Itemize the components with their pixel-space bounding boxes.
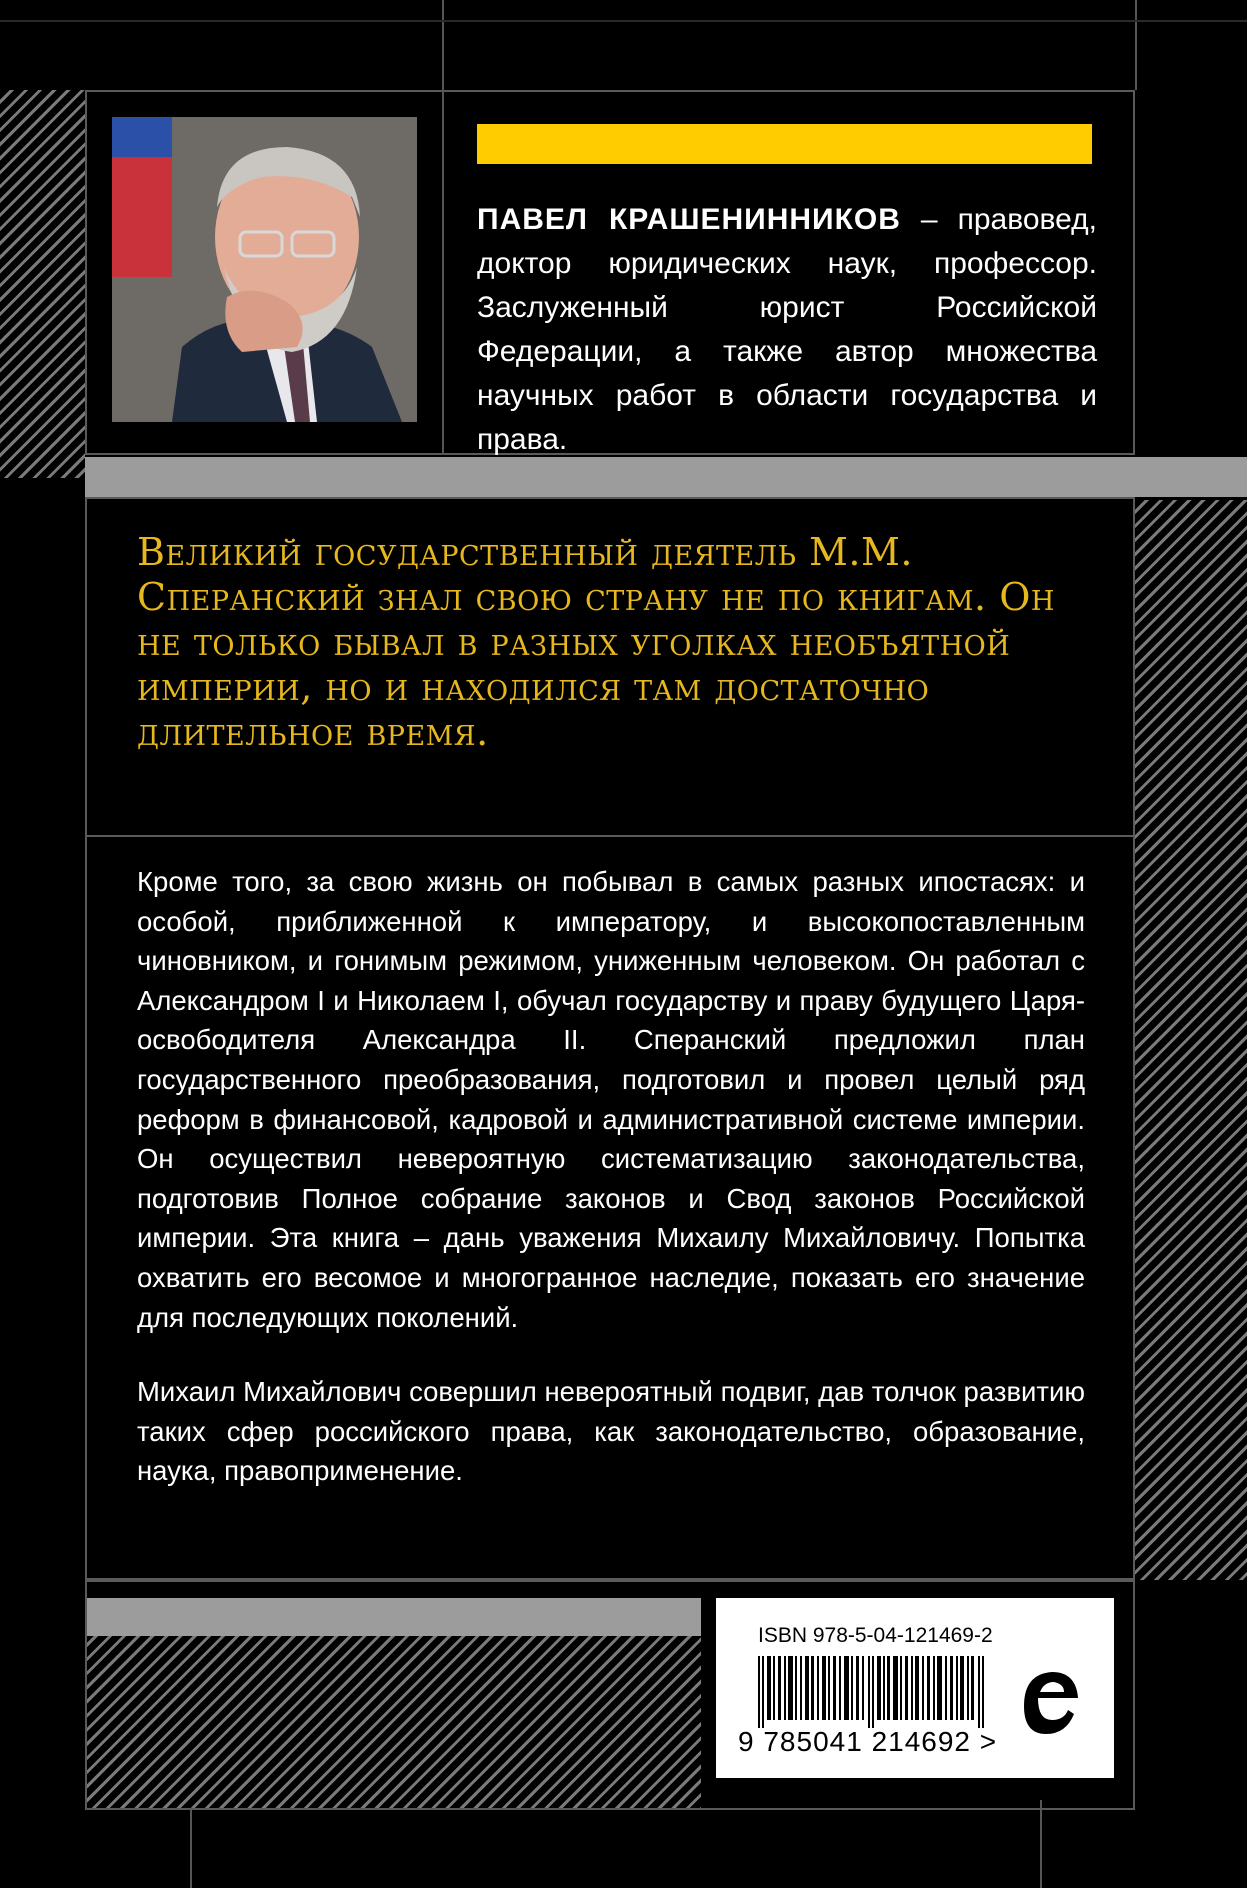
frame-line (190, 1810, 192, 1888)
description-paragraph-1: Кроме того, за свою жизнь он побывал в самых разных ипостасях: и особой, приближенной к императору, и высокопоставленным чиновником, и гонимым режимом, униженным человеком. Он работал с Александром I и Николаем I, обучал государству и праву будущего Царя-освободителя Александра II. Сперанский предложил план государственного преобразования, подготовил и провел целый ряд реформ в финансовой, кадровой и административной системе империи. Он осуществил невероятную систематизацию законодательства, подготовив Полное собрание законов и Свод законов Российской империи. Эта книга – дань уважения Михаилу Михайловичу. Попытка охватить его весомое и многогранное наследие, показать его значение для последующих поколений. (137, 866, 1085, 1333)
quote-text: Великий государственный деятель М.М. Сперанский знал свою страну не по книгам. Он не только бывал в разных уголках необъятной империи, но и находился там достаточно длительное время. (137, 530, 1055, 754)
isbn-block (716, 1598, 1114, 1778)
frame-line (442, 0, 444, 90)
description-text (137, 862, 1085, 1526)
barcode (758, 1656, 998, 1728)
publisher-logo-icon (1016, 1662, 1086, 1742)
author-photo (112, 117, 417, 422)
frame-line (1135, 0, 1137, 90)
author-divider (442, 90, 444, 455)
author-name: ПАВЕЛ КРАШЕНИННИКОВ (477, 203, 901, 236)
author-bio-text: – правовед, доктор юридических наук, профессор. Заслуженный юрист Российской Федерации, а также автор множества научных работ в области государства и права. (477, 203, 1097, 456)
separator-bar-top (85, 457, 1247, 497)
author-bio (477, 198, 1097, 462)
accent-bar (477, 124, 1092, 164)
frame-line (1040, 1800, 1042, 1888)
hatch-right-middle (1135, 500, 1247, 1580)
hatch-left-top (0, 90, 85, 478)
description-paragraph-2: Михаил Михайлович совершил невероятный подвиг, дав толчок развитию таких сфер российского права, как законодательство, образование, наука, правоприменение. (137, 1376, 1085, 1487)
isbn-label: ISBN 978-5-04-121469-2 (758, 1624, 993, 1647)
frame-line (0, 20, 1247, 22)
portrait-illustration (112, 117, 417, 422)
barcode-digits: 9 785041 214692 > (738, 1726, 998, 1757)
